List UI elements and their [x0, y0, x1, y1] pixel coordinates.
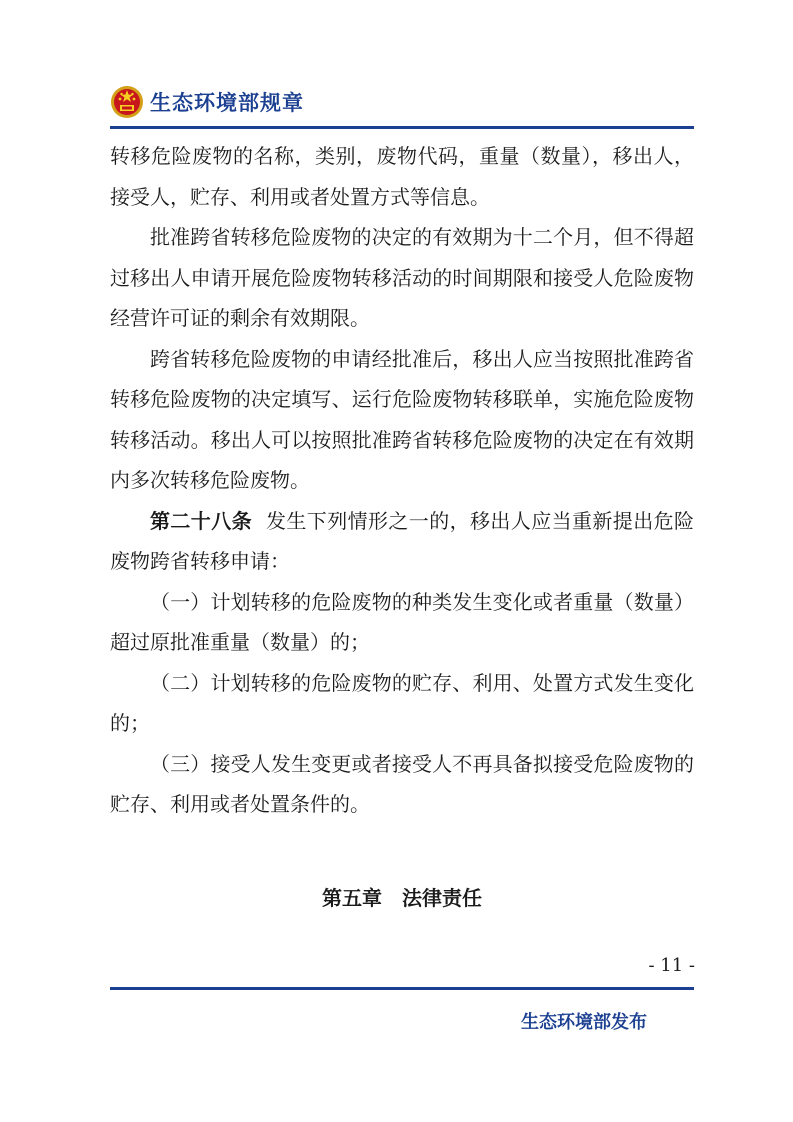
- list-item-3: （三）接受人发生变更或者接受人不再具备拟接受危险废物的贮存、利用或者处置条件的。: [110, 751, 694, 816]
- document-body: [110, 136, 694, 825]
- paragraph-validity-period: 批准跨省转移危险废物的决定的有效期为十二个月，但不得超过移出人申请开展危险废物转移活动的时间期限和接受人危险废物经营许可证的剩余有效期限。: [110, 225, 694, 330]
- national-emblem-icon: [110, 85, 144, 119]
- page-header: [110, 82, 304, 122]
- footer-publisher: 生态环境部发布: [521, 1012, 647, 1033]
- header-title: 生态环境部规章: [150, 91, 304, 115]
- footer-divider: [110, 987, 694, 990]
- page-number: - 11 -: [648, 955, 695, 976]
- paragraph-after-approval: 跨省转移危险废物的申请经批准后，移出人应当按照批准跨省转移危险废物的决定填写、运行危险废物转移联单，实施危险废物转移活动。移出人可以按照批准跨省转移危险废物的决定在有效期内多次转移危险废物。: [110, 346, 694, 492]
- header-divider: [110, 126, 694, 129]
- list-item-1: （一）计划转移的危险废物的种类发生变化或者重量（数量）超过原批准重量（数量）的；: [110, 589, 694, 654]
- article-28: [110, 501, 694, 582]
- list-item-2: （二）计划转移的危险废物的贮存、利用、处置方式发生变化的；: [110, 670, 694, 735]
- chapter-heading: 第五章 法律责任: [322, 886, 482, 910]
- article-text: 发生下列情形之一的，移出人应当重新提出危险废物跨省转移申请：: [110, 508, 694, 573]
- paragraph-continued: 转移危险废物的名称，类别，废物代码，重量（数量），移出人，接受人，贮存、利用或者处置方式等信息。: [110, 144, 694, 209]
- article-number: 第二十八条: [150, 508, 252, 533]
